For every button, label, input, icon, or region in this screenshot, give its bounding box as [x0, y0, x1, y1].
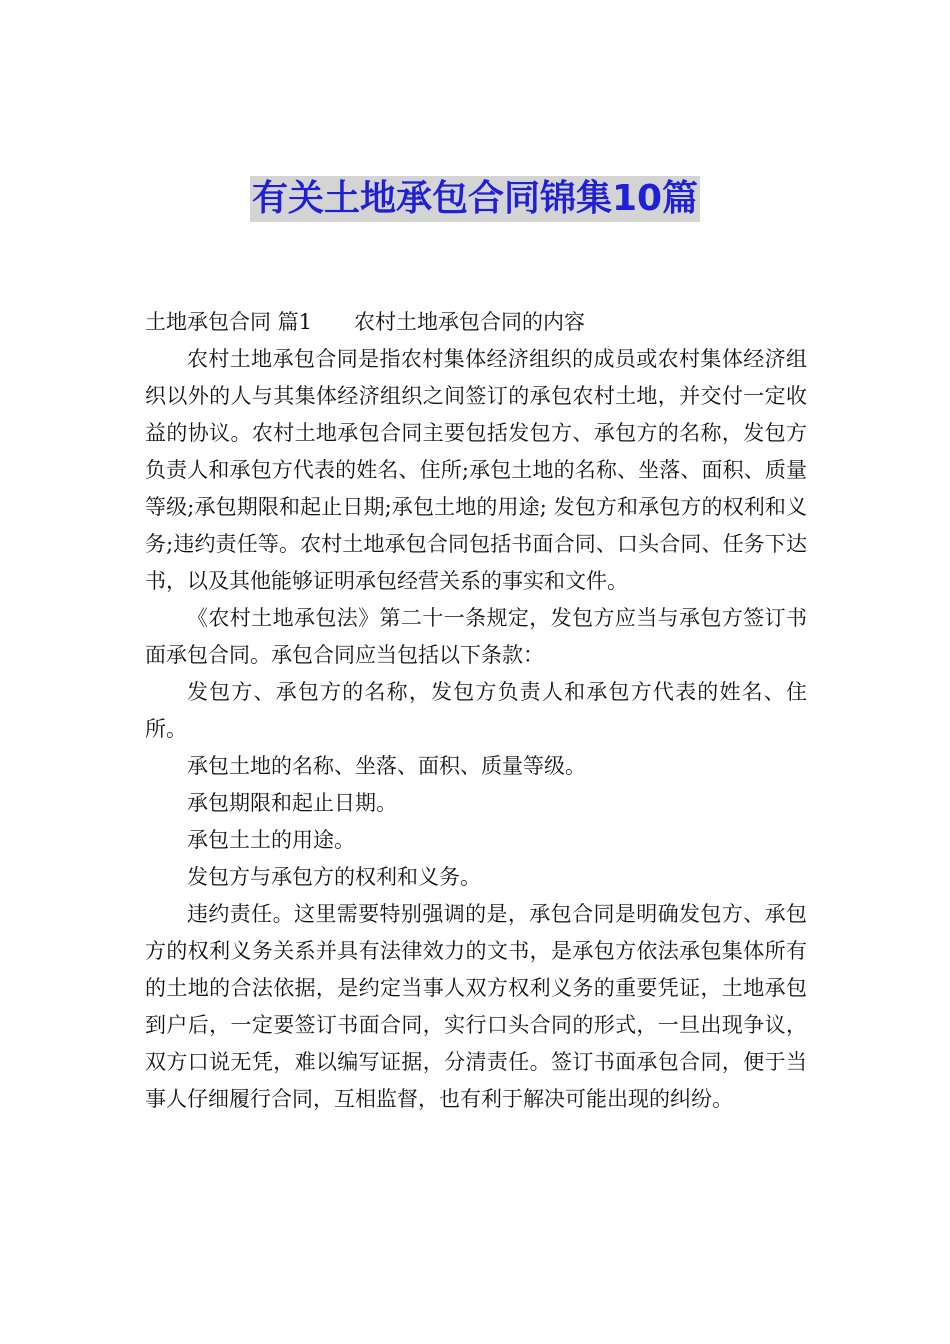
section-label: 土地承包合同 篇1	[145, 310, 313, 334]
section-subtitle: 农村土地承包合同的内容	[354, 310, 586, 334]
paragraph: 违约责任。这里需要特别强调的是，承包合同是明确发包方、承包方的权利义务关系并具有法律效力的文书，是承包方依法承包集体所有的土地的合法依据，是约定当事人双方权利义务的重要凭证，土地承包到户后，一定要签订书面合同，实行口头合同的形式，一旦出现争议，双方口说无凭，难以编写证据，分清责任。签订书面承包合同，便于当事人仔细履行合同，互相监督，也有利于解决可能出现的纠纷。	[145, 902, 807, 1111]
paragraph: 发包方与承包方的权利和义务。	[187, 865, 481, 889]
paragraph: 发包方、承包方的名称，发包方负责人和承包方代表的姓名、住所。	[145, 680, 807, 741]
document-title: 有关土地承包合同锦集10篇	[250, 176, 700, 222]
title-wrapper	[0, 176, 950, 222]
document-body	[145, 304, 807, 1118]
paragraph: 农村土地承包合同是指农村集体经济组织的成员或农村集体经济组织以外的人与其集体经济组织之间签订的承包农村土地，并交付一定收益的协议。农村土地承包合同主要包括发包方、承包方的名称，发包方负责人和承包方代表的姓名、住所;承包土地的名称、坐落、面积、质量等级;承包期限和起止日期;承包土地的用途; 发包方和承包方的权利和义务;违约责任等。农村土地承包合同包括书面合同、口头合同、任务下达书，以及其他能够证明承包经营关系的事实和文件。	[145, 347, 807, 593]
paragraph: 承包土土的用途。	[187, 828, 355, 852]
section-heading	[145, 304, 807, 341]
paragraph: 承包期限和起止日期。	[187, 791, 397, 815]
paragraph: 《农村土地承包法》第二十一条规定，发包方应当与承包方签订书面承包合同。承包合同应当包括以下条款：	[145, 606, 807, 667]
paragraph: 承包土地的名称、坐落、面积、质量等级。	[187, 754, 586, 778]
